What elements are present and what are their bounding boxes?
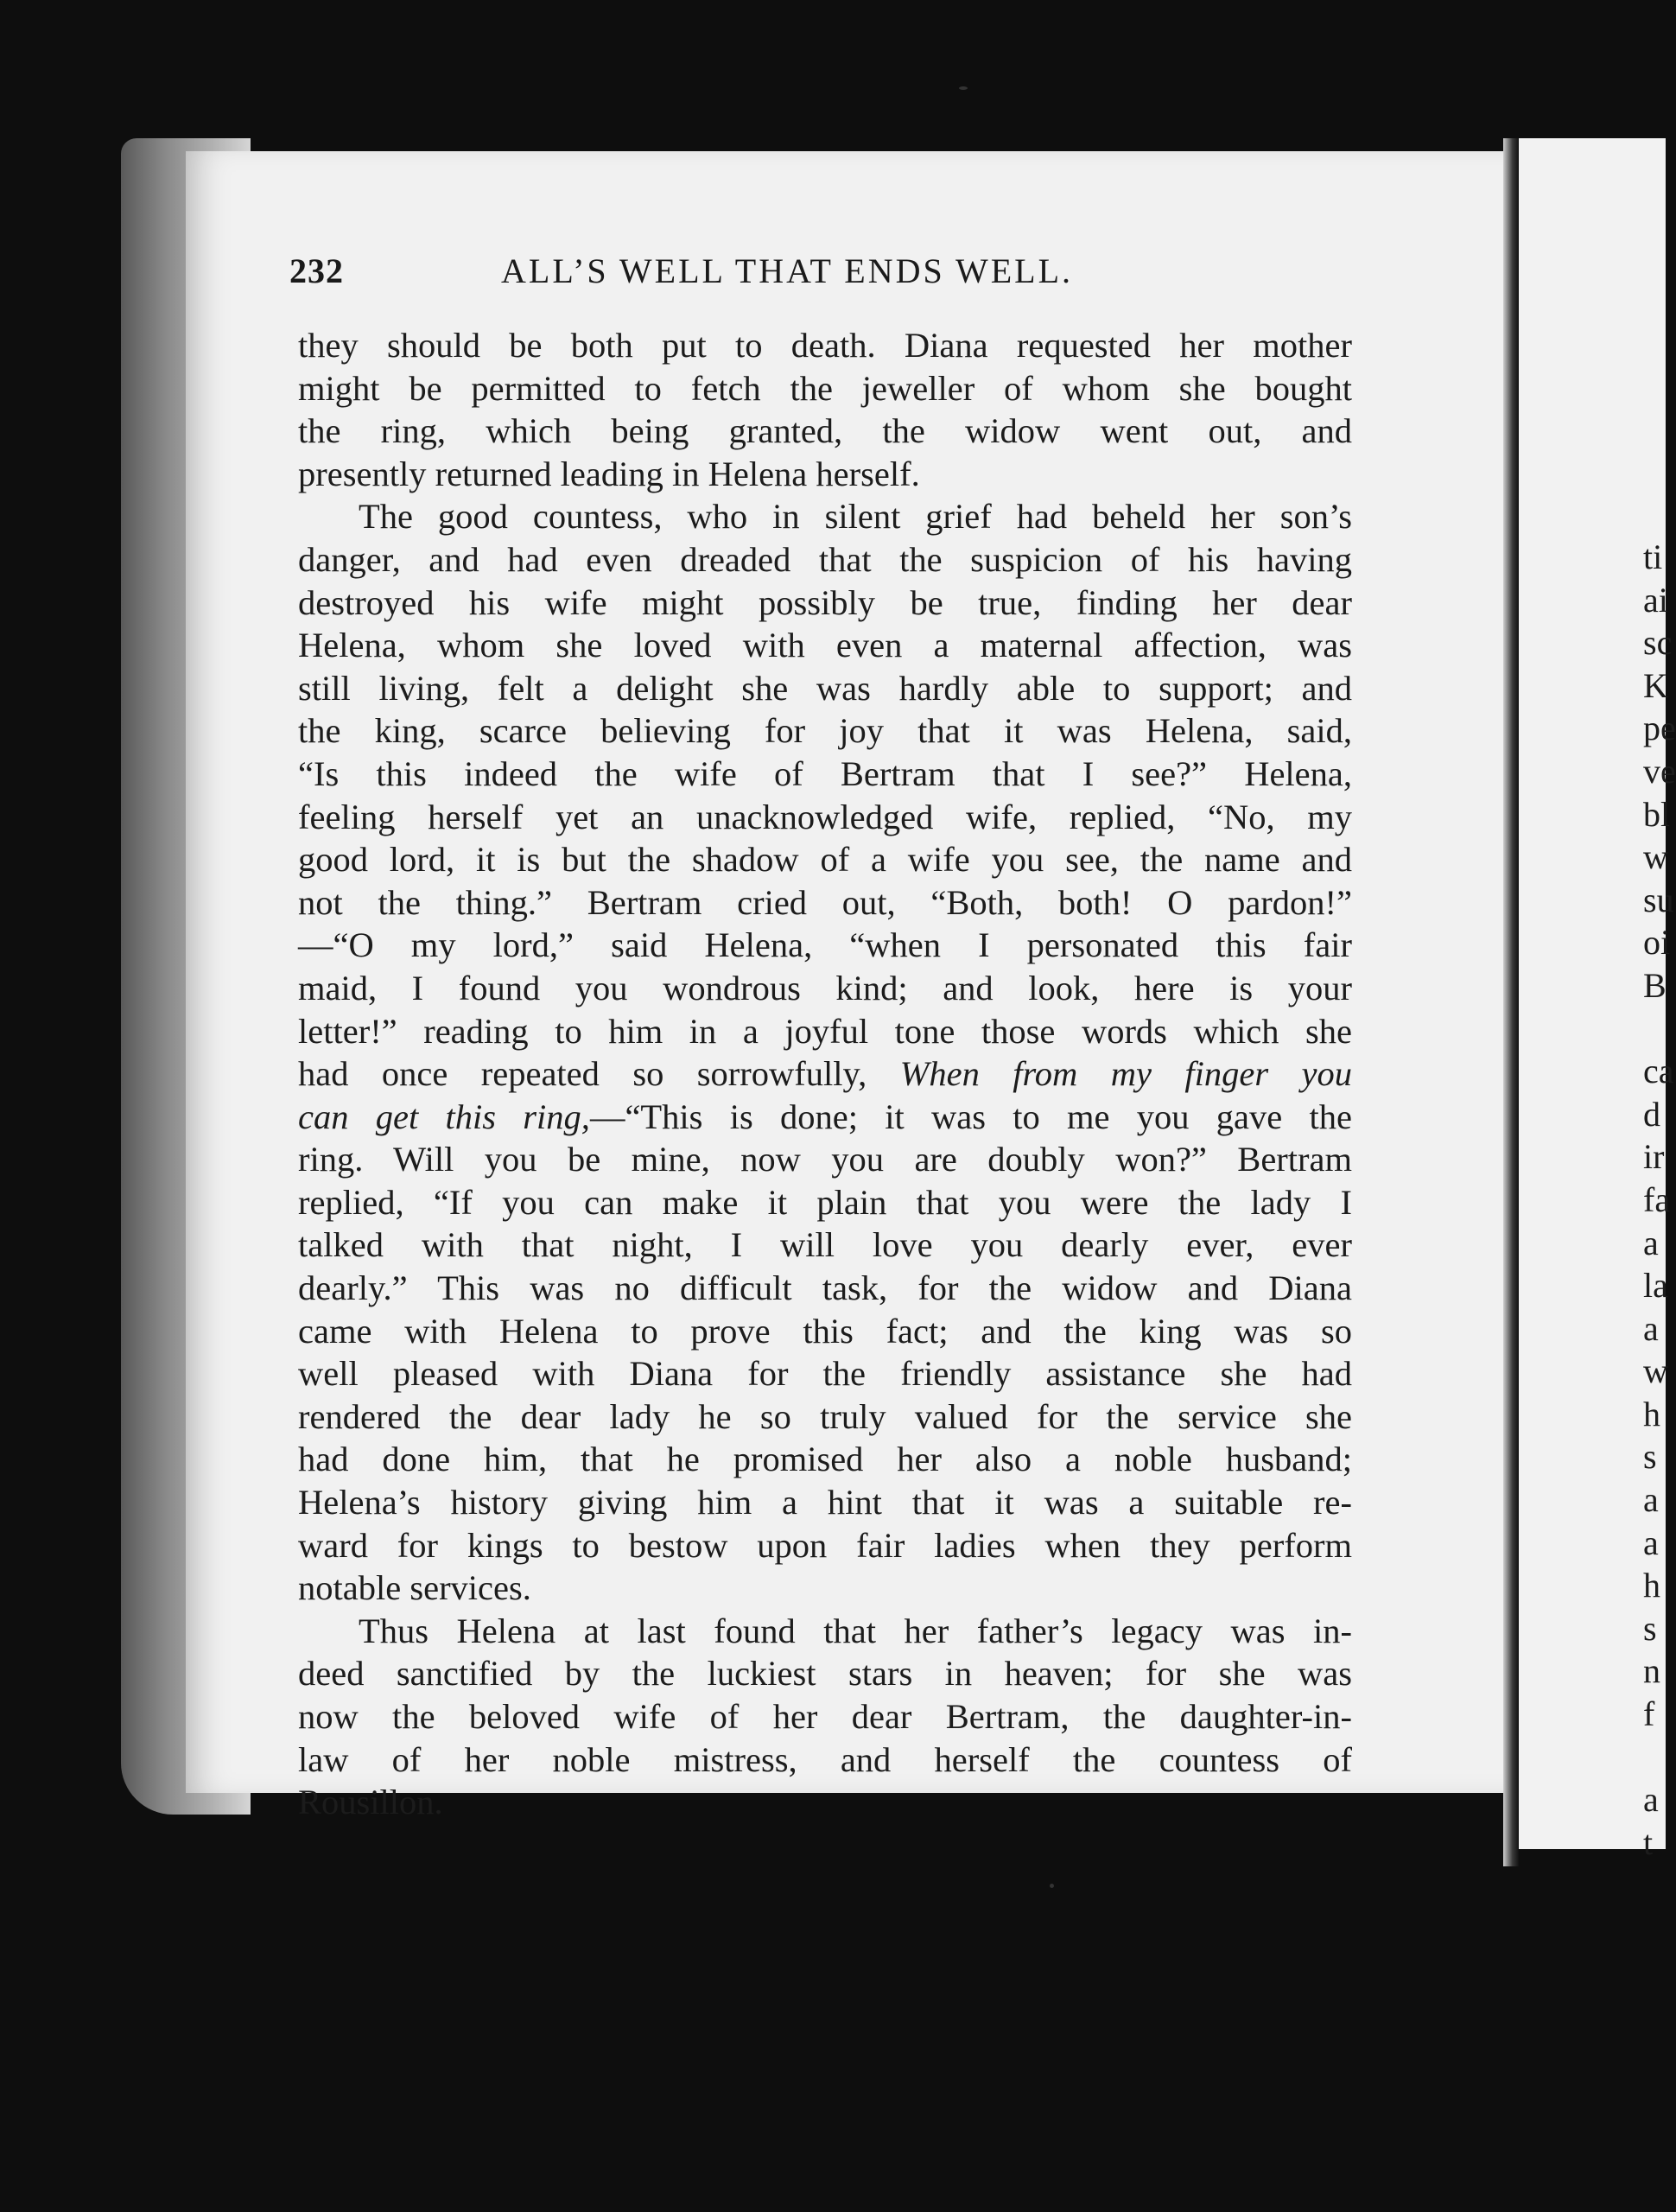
right-page-fragment: a: [1643, 1480, 1659, 1520]
paper-speck: [1050, 1884, 1054, 1888]
text-line: Helena’s history giving him a hint that it was a suitable re-: [298, 1483, 1352, 1522]
text-line: might be permitted to fetch the jeweller of whom she bought: [298, 368, 1352, 408]
text-line: they should be both put to death. Diana requested her mother: [298, 326, 1352, 365]
right-page-fragment: [1643, 1736, 1669, 1779]
text-line: maid, I found you wondrous kind; and look, here is your: [298, 968, 1352, 1007]
right-page-fragment: sc: [1643, 623, 1673, 663]
right-page-fragment: t: [1643, 1822, 1654, 1862]
text-line: ring. Will you be mine, now you are doubly won?” Bertram: [298, 1140, 1352, 1179]
text-line: notable services.: [298, 1568, 531, 1608]
text-line: letter!” reading to him in a joyful tone those words which she: [298, 1011, 1352, 1051]
right-page-fragment: n: [1643, 1651, 1660, 1691]
text-line: now the beloved wife of her dear Bertram, the daughter-in-: [298, 1697, 1352, 1736]
text-line: not the thing.” Bertram cried out, “Both, both! O pardon!”: [298, 882, 1352, 922]
running-head: [289, 251, 1361, 302]
right-page-fragment: s: [1643, 1437, 1657, 1477]
running-title: ALL’S WELL THAT ENDS WELL.: [501, 251, 1074, 290]
text-line: deed sanctified by the luckiest stars in heaven; for she was: [298, 1654, 1352, 1694]
text-line: still living, felt a delight she was hardly able to support; and: [298, 668, 1352, 708]
text-line: good lord, it is but the shadow of a wife you see, the name and: [298, 840, 1352, 880]
text-line: well pleased with Diana for the friendly assistance she had: [298, 1354, 1352, 1394]
text-line: the king, scarce believing for joy that it was Helena, said,: [298, 711, 1352, 751]
page-gutter: [1503, 138, 1519, 1866]
text-line: danger, and had even dreaded that the suspicion of his having: [298, 539, 1352, 579]
right-page-fragment: [1643, 1007, 1669, 1051]
right-page-fragment: w: [1643, 1351, 1668, 1391]
right-page-fragment: w: [1643, 837, 1668, 877]
text-line: rendered the dear lady he so truly valued for the service she: [298, 1396, 1352, 1436]
right-page-fragment: a: [1643, 1780, 1659, 1820]
right-page-fragment: a: [1643, 1223, 1659, 1262]
text-line: had once repeated so sorrowfully, When from my finger you: [298, 1054, 1352, 1094]
right-page-fragment: ca: [1643, 1052, 1674, 1091]
text-line: came with Helena to prove this fact; and the king was so: [298, 1311, 1352, 1351]
right-page-text-fragments: [1643, 536, 1676, 1864]
text-line: “Is this indeed the wife of Bertram that I see?” Helena,: [298, 753, 1352, 793]
body-text: [298, 324, 1352, 1824]
text-line: feeling herself yet an unacknowledged wife, replied, “No, my: [298, 797, 1352, 836]
page-number: 232: [289, 251, 344, 290]
right-page-fragment: ir: [1643, 1137, 1665, 1177]
right-page-fragment: a: [1643, 1308, 1659, 1348]
text-line: presently returned leading in Helena herself.: [298, 454, 920, 493]
right-page-fragment: f: [1643, 1694, 1655, 1734]
text-line: had done him, that he promised her also a noble husband;: [298, 1440, 1352, 1479]
right-page-fragment: su: [1643, 880, 1674, 919]
text-line: Thus Helena at last found that her father’s legacy was in-: [359, 1611, 1352, 1650]
text-line: the ring, which being granted, the widow went out, and: [298, 411, 1352, 451]
right-page-fragment: h: [1643, 1566, 1660, 1605]
text-line: Rousillon.: [298, 1783, 443, 1822]
paper-speck: [959, 86, 968, 90]
right-page-fragment: la: [1643, 1266, 1668, 1306]
right-page-fragment: s: [1643, 1608, 1657, 1648]
text-line: Helena, whom she loved with even a maternal affection, was: [298, 626, 1352, 665]
right-page-fragment: oi: [1643, 923, 1671, 963]
text-line: can get this ring,—“This is done; it was to me you gave the: [298, 1096, 1353, 1136]
text-line: —“O my lord,” said Helena, “when I personated this fair: [298, 925, 1352, 965]
right-page-fragment: K: [1643, 665, 1668, 705]
text-line: talked with that night, I will love you dearly ever, ever: [298, 1225, 1352, 1265]
text-line: The good countess, who in silent grief had beheld her son’s: [359, 497, 1352, 537]
text-line: replied, “If you can make it plain that you were the lady I: [298, 1182, 1352, 1222]
text-line: destroyed his wife might possibly be true, finding her dear: [298, 582, 1352, 622]
right-page-fragment: pe: [1643, 709, 1676, 748]
right-page-fragment: ai: [1643, 580, 1668, 620]
right-page-fragment: a: [1643, 1522, 1659, 1562]
right-page-fragment: ve: [1643, 751, 1676, 791]
right-page-fragment: d: [1643, 1094, 1660, 1134]
right-page-fragment: bl: [1643, 794, 1671, 834]
right-page-fragment: B: [1643, 965, 1666, 1005]
right-page-fragment: h: [1643, 1394, 1660, 1433]
right-page-fragment: ti: [1643, 537, 1663, 576]
text-line: dearly.” This was no difficult task, for the widow and Diana: [298, 1268, 1352, 1308]
right-page-fragment: fa: [1643, 1179, 1671, 1219]
text-line: ward for kings to bestow upon fair ladies when they perform: [298, 1525, 1352, 1565]
text-line: law of her noble mistress, and herself the countess of: [298, 1739, 1352, 1779]
